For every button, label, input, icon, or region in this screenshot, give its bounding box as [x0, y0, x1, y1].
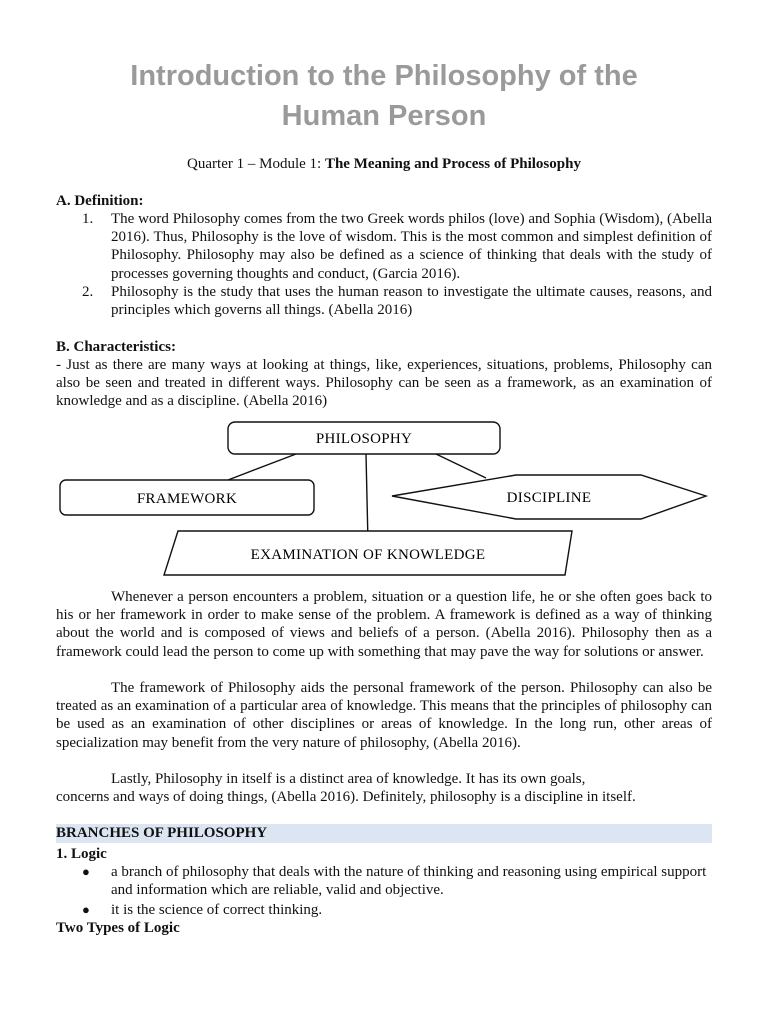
logic-bullet-2 [56, 901, 712, 919]
framework-label: FRAMEWORK [136, 491, 238, 507]
paragraph-line-1: Lastly, Philosophy in itself is a distinct area of knowledge. It has its own goals, [111, 771, 586, 787]
examination-label: EXAMINATION OF KNOWLEDGE [250, 547, 486, 563]
characteristics-heading: B. Characteristics: [56, 339, 176, 355]
definition-item-2 [56, 283, 712, 319]
definition-item-1 [56, 210, 712, 283]
item-number: 2. [82, 283, 94, 300]
subtitle-prefix: Quarter 1 – Module 1: [187, 156, 325, 172]
item-number: 1. [82, 211, 94, 227]
bullet-text: a branch of philosophy that deals with the nature of thinking and reasoning using empirical support and information which are reliable, valid and objective. [111, 864, 707, 899]
characteristics-intro: - Just as there are many ways at looking at things, like, experiences, situations, problems, Philosophy can also be seen and treated in different ways. Philosophy can be seen as a framework, as an examination of knowledge and as a discipline. (Abella 2016) [56, 357, 712, 410]
two-types-heading: Two Types of Logic [56, 920, 180, 936]
logic-bullet-list [56, 863, 712, 920]
logic-bullet-1 [56, 863, 712, 899]
item-text: The word Philosophy comes from the two Greek words philos (love) and Sophia (Wisdom), (Abella 2016). Thus, Philosophy is the love of wisdom. This is the most common and simplest definition of Philosophy. Philosophy may also be defined as a science of thinking that deals with the study of processes governing thoughts and conduct, (Garcia 2016). [111, 211, 712, 282]
bullet-text: it is the science of correct thinking. [111, 902, 323, 919]
bullet-icon: ● [82, 902, 90, 918]
item-text: Philosophy is the study that uses the human reason to investigate the ultimate causes, reasons, and principles which governs all things. (Abella 2016) [111, 283, 712, 319]
paragraph-discipline [56, 770, 712, 806]
branches-banner: BRANCHES OF PHILOSOPHY [56, 824, 712, 843]
connector-framework [228, 454, 296, 480]
connector-examination [366, 454, 368, 543]
paragraph-framework: Whenever a person encounters a problem, situation or a question life, he or she often goes back to his or her framework in order to make sense of the problem. A framework is defined as a way of thinking about the world and is composed of views and beliefs of a person. (Abella 2016). Philosophy then as a framework could lead the person to come up with something that may pave the way for solutions or answer. [56, 589, 712, 660]
bullet-icon: ● [82, 864, 90, 879]
philosophy-diagram [56, 418, 712, 578]
connector-discipline [436, 454, 486, 478]
philosophy-label: PHILOSOPHY [315, 431, 413, 447]
paragraph-examination: The framework of Philosophy aids the personal framework of the person. Philosophy can also be treated as an examination of a particular area of knowledge. This means that the principles of philosophy can be used as an examination of other disciplines or areas of knowledge. In the long run, other areas of specialization may benefit from the very nature of philosophy, (Abella 2016). [56, 680, 712, 751]
document-title [0, 56, 768, 136]
module-subtitle [0, 155, 768, 173]
definition-list [56, 210, 712, 319]
logic-heading: 1. Logic [56, 846, 107, 862]
title-line-2: Human Person [281, 100, 487, 132]
paragraph-line-2: concerns and ways of doing things, (Abella 2016). Definitely, philosophy is a discipline in itself. [56, 789, 636, 806]
title-line-1: Introduction to the Philosophy of the [130, 60, 638, 92]
discipline-label: DISCIPLINE [506, 490, 592, 506]
subtitle-module-name: The Meaning and Process of Philosophy [324, 156, 581, 172]
definition-heading: A. Definition: [56, 193, 144, 209]
